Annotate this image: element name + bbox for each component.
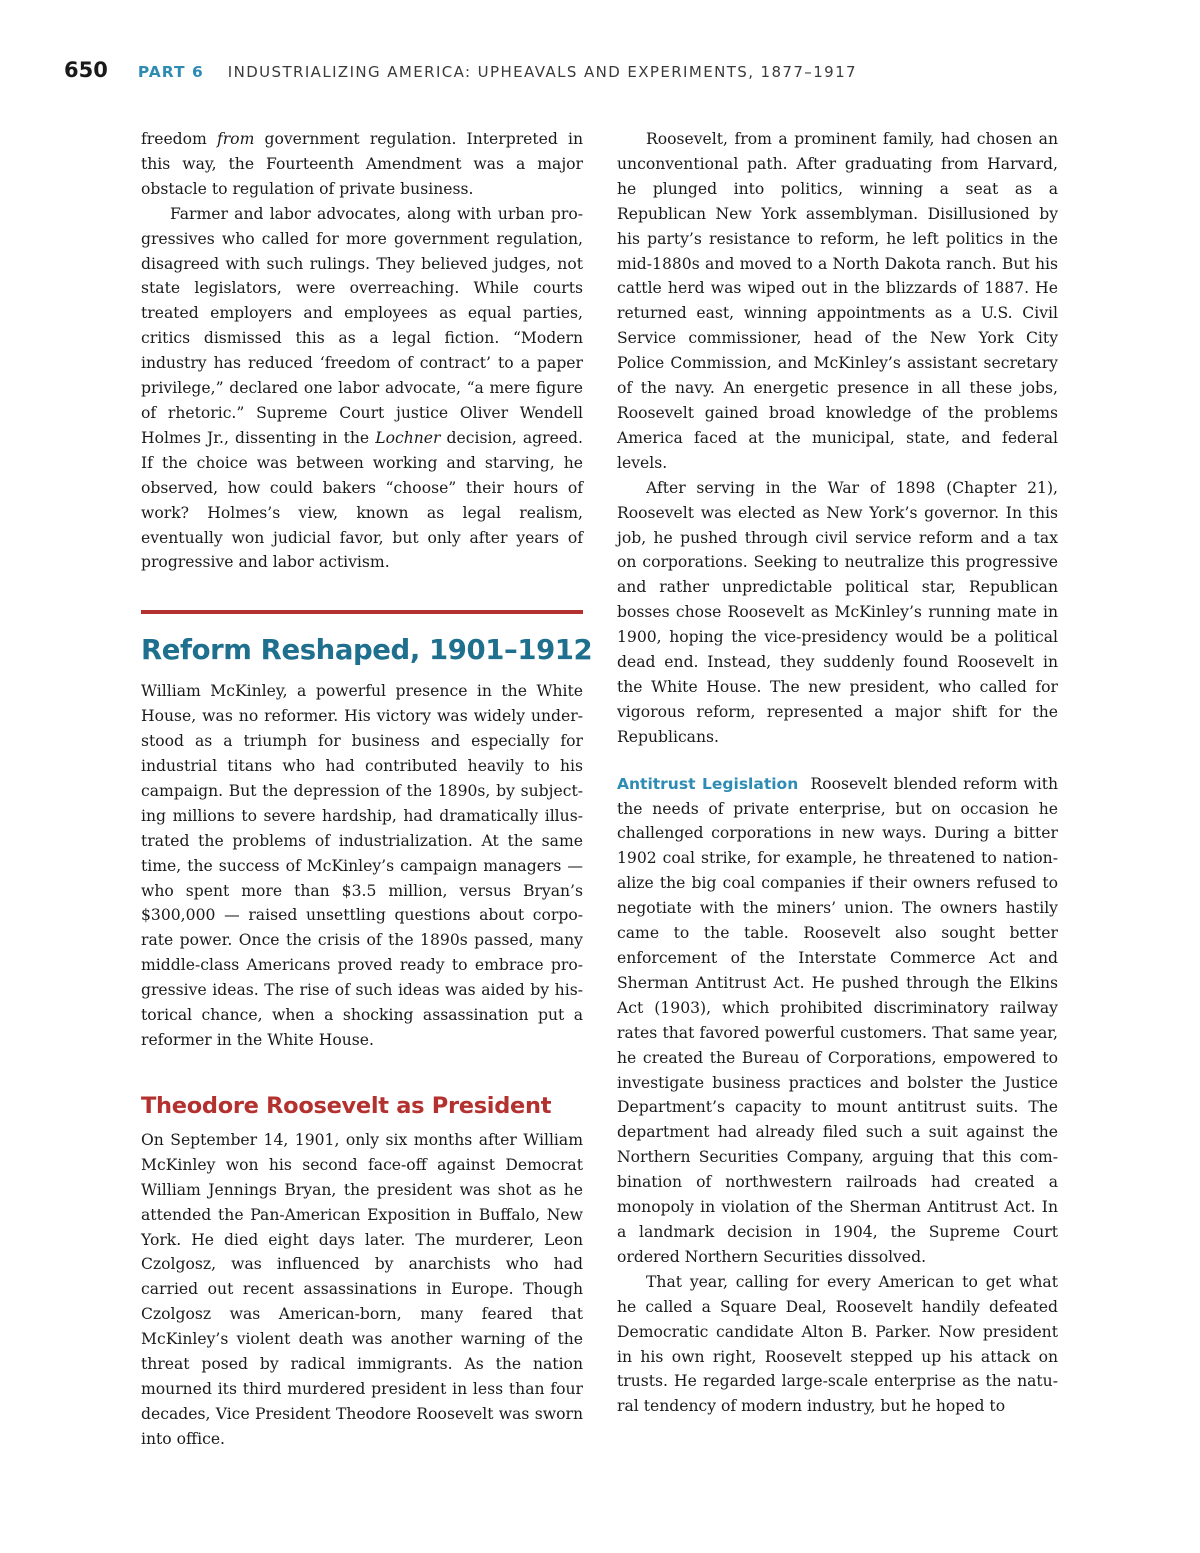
paragraph: William McKinley, a powerful presence in the White House, was no reformer. His victory was widely understood as a triumph for business and especially for industrial titans who had contributed heavily to his campaign. But the depression of the 1890s, by subjecting millions to severe hardship, had dramatically illustrated the problems of industrialization. At the same time, the success of McKinley’s campaign managers — who spent more than $3.5 million, versus Bryan’s $300,000 — raised unsettling questions about corporate power. Once the crisis of the 1890s passed, many middle-class Americans proved ready to embrace progressive ideas. The rise of such ideas was aided by historical chance, when a shocking assassination put a reformer in the White House. (141, 682, 583, 1049)
emphasis: from (216, 130, 255, 148)
paragraph: After serving in the War of 1898 (Chapter 21), Roosevelt was elected as New York’s governor. In this job, he pushed through civil service reform and a tax on corporations. Seeking to neutralize this progressive and rather unpredictable political star, Republican bosses chose Roosevelt as McKinley’s running mate in 1900, hoping the vice-presidency would be a political dead end. Instead, they suddenly found Roosevelt in the White House. The new president, who called for vigorous reform, represented a major shift for the Republicans. (617, 478, 1058, 746)
runin-heading: Antitrust Legislation (617, 774, 799, 793)
right-column (617, 127, 1058, 1419)
section-heading: Theodore Roosevelt as President (141, 1092, 552, 1119)
chapter-divider-rule (141, 610, 583, 614)
paragraph: Roosevelt, from a prominent family, had chosen an unconventional path. After graduating from Harvard, he plunged into politics, winning a seat as a Republican New York assemblyman. Disillusioned by his party’s resistance to reform, he left politics in the mid-1880s and moved to a North Dakota ranch. But his cattle herd was wiped out in the blizzards of 1887. He returned east, winning appointments as a U.S. Civil Service commissioner, head of the New York City Police Commission, and McKinley’s assistant secretary of the navy. An energetic presence in all these jobs, Roosevelt gained broad knowledge of the problems America faced at the municipal, state, and federal levels. (617, 130, 1058, 472)
paragraph: That year, calling for every American to get what he called a Square Deal, Roosevelt handily defeated Democratic candidate Alton B. Parker. Now president in his own right, Roosevelt stepped up his attack on trusts. He regarded large-scale enterprise as the natural tendency of modern industry, but he hoped to (617, 1272, 1058, 1416)
page-number: 650 (64, 58, 108, 82)
case-name: Lochner (375, 428, 441, 447)
paragraph: freedom from government regulation. Interpreted in this way, the Fourteenth Amendment was a major obstacle to regulation of private business. (141, 130, 583, 198)
chapter-heading: Reform Reshaped, 1901–1912 (141, 634, 593, 667)
left-column (141, 127, 593, 1452)
paragraph: On September 14, 1901, only six months after William McKinley won his second face-off against Democrat William Jennings Bryan, the president was shot as he attended the Pan-American Exposition in Buffalo, New York. He died eight days later. The murderer, Leon Czolgosz, was influenced by anarchists who had carried out recent assassinations in Europe. Though Czolgosz was American-born, many feared that McKinley’s violent death was another warning of the threat posed by radical immigrants. As the nation mourned its third murdered president in less than four decades, Vice President Theodore Roosevelt was sworn into office. (141, 1130, 583, 1448)
paragraph: Farmer and labor advocates, along with urban progressives who called for more government regulation, disagreed with such rulings. They believed judges, not state legislators, were overreaching. While courts treated employers and employees as equal parties, critics dismissed this as a legal fiction. “Modern industry has reduced ‘freedom of contract’ to a paper privilege,” declared one labor advocate, “a mere figure of rhetoric.” Supreme Court justice Oliver Wendell Holmes Jr., dissenting in the Lochner decision, agreed. If the choice was between working and starving, he observed, how could bakers “choose” their hours of work? Holmes’s view, known as legal realism, eventually won judicial favor, but only after years of progressive and labor activism. (141, 204, 583, 572)
paragraph: Antitrust Legislation Roosevelt blended reform with the needs of private enterprise, but on occasion he challenged corporations in new ways. During a bitter 1902 coal strike, for example, he threatened to nationalize the big coal companies if their owners refused to negotiate with the miners’ union. The owners hastily came to the table. Roosevelt also sought better enforcement of the Interstate Commerce Act and Sherman Antitrust Act. He pushed through the Elkins Act (1903), which prohibited discriminatory railway rates that favored powerful customers. That same year, he created the Bureau of Corporations, empowered to investigate business practices and bolster the Justice Department’s capacity to mount antitrust suits. The department had already filed such a suit against the Northern Securities Company, arguing that this combination of northwestern railroads had created a monopoly in violation of the Sherman Antitrust Act. In a landmark decision in 1904, the Supreme Court ordered Northern Securities dissolved. (617, 774, 1059, 1266)
part-label: PART 6 (137, 63, 204, 81)
part-title: INDUSTRIALIZING AMERICA: UPHEAVALS AND EXPERIMENTS, 1877–1917 (227, 63, 857, 81)
running-header (64, 58, 857, 88)
